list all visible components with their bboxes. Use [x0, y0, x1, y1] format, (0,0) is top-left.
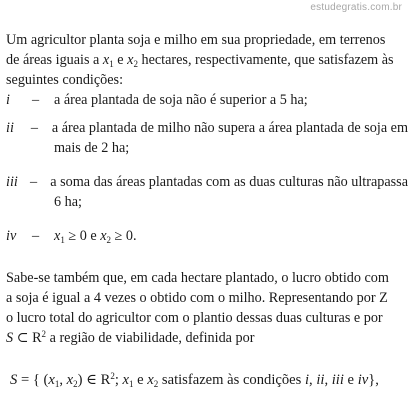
condition-text: $x_1 \ge 0$ e $x_2 \ge 0$.	[54, 228, 137, 245]
paragraph-2-line-1: Sabe-se também que, em cada hectare plantado, o lucro obtido com	[6, 270, 389, 286]
paragraph-1-line-3: seguintes condições:	[6, 72, 124, 88]
condition-dash: –	[30, 120, 38, 136]
condition-ii-continuation: mais de 2 ha;	[54, 140, 130, 156]
condition-text: a área plantada de milho não supera a área plantada de soja em	[51, 120, 408, 136]
condition-i	[6, 90, 408, 110]
condition-text: a soma das áreas plantadas com as duas culturas não ultrapassa	[50, 174, 408, 190]
condition-iii	[6, 172, 408, 192]
condition-number: ii	[6, 120, 14, 136]
condition-dash: –	[32, 228, 40, 244]
paragraph-1-line-2: de áreas iguais a $x_1$ e $x_2$ hectares, respectivamente, que satisfazem às	[6, 52, 394, 69]
condition-number: i	[6, 92, 10, 108]
paragraph-2-line-4: S ⊂ $R^2$ a região de viabilidade, definida por	[6, 329, 255, 346]
question-text	[6, 30, 408, 390]
paragraph-2-line-3: o lucro total do agricultor com o plantio dessas duas culturas e por	[6, 310, 383, 326]
condition-text: a área plantada de soja não é superior a 5 ha;	[54, 92, 308, 108]
set-definition: S = { ($x_1$, $x_2$) ∈ $R^2$; $x_1$ e $x_2$ satisfazem às condições i, ii, iii e iv},	[10, 371, 379, 389]
condition-ii	[6, 118, 408, 138]
condition-number: iv	[6, 228, 17, 244]
condition-iv	[6, 226, 408, 246]
condition-number: iii	[6, 174, 18, 190]
condition-iii-continuation: 6 ha;	[54, 194, 82, 210]
paragraph-2-line-2: a soja é igual a 4 vezes o obtido com o milho. Representando por Z	[6, 290, 388, 306]
watermark: estudegratis.com.br	[310, 2, 402, 13]
paragraph-1-line-1: Um agricultor planta soja e milho em sua propriedade, em terrenos	[6, 32, 386, 48]
condition-dash: –	[32, 92, 40, 108]
condition-dash: –	[29, 174, 38, 190]
